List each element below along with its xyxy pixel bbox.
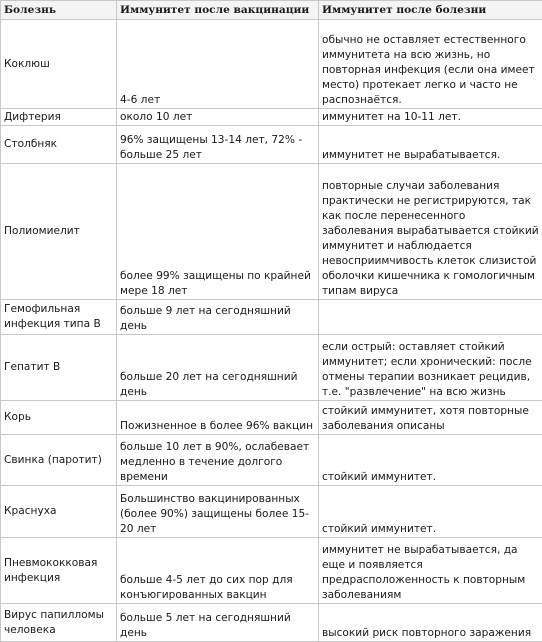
- disease-cell: Корь: [1, 401, 117, 435]
- header-disease: Болезнь: [1, 1, 117, 20]
- illness-cell: стойкий иммунитет.: [319, 486, 542, 538]
- table-row: [1, 401, 542, 435]
- illness-cell: иммунитет не вырабатывается, да еще и появляется предрасположенность к повторным заболеваниям: [319, 538, 542, 604]
- table-row: [1, 435, 542, 486]
- table-row: [1, 109, 542, 126]
- vaccination-cell: больше 9 лет на сегодняшний день: [117, 300, 319, 335]
- header-row: [1, 1, 542, 20]
- disease-cell: Краснуха: [1, 486, 117, 538]
- disease-cell: Полиомиелит: [1, 164, 117, 300]
- disease-cell: Дифтерия: [1, 109, 117, 126]
- vaccination-cell: 4-6 лет: [117, 20, 319, 109]
- disease-cell: Столбняк: [1, 126, 117, 164]
- illness-cell: [319, 300, 542, 335]
- disease-cell: Пневмококковая инфекция: [1, 538, 117, 604]
- illness-cell: стойкий иммунитет.: [319, 435, 542, 486]
- vaccination-cell: около 10 лет: [117, 109, 319, 126]
- disease-cell: Коклюш: [1, 20, 117, 109]
- vaccination-cell: больше 20 лет на сегодняшний день: [117, 335, 319, 401]
- table-row: [1, 164, 542, 300]
- table-row: [1, 538, 542, 604]
- illness-cell: повторные случаи заболевания практически не регистрируются, так как после перенесенного заболевания вырабатывается стойкий иммунитет и наблюдается невосприимчивость клеток слизистой оболочки кишечника к гомологичным типам вируса: [319, 164, 542, 300]
- table-row: [1, 335, 542, 401]
- vaccination-cell: больше 5 лет на сегодняшний день: [117, 604, 319, 642]
- table-row: [1, 300, 542, 335]
- table-row: [1, 486, 542, 538]
- illness-cell: высокий риск повторного заражения: [319, 604, 542, 642]
- illness-cell: иммунитет не вырабатывается.: [319, 126, 542, 164]
- header-illness-immunity: Иммунитет после болезни: [319, 1, 542, 20]
- illness-cell: если острый: оставляет стойкий иммунитет; если хронический: после отмены терапии возникает рецидив, т.е. "развлечение" на всю жизнь: [319, 335, 542, 401]
- disease-cell: Вирус папилломы человека: [1, 604, 117, 642]
- disease-cell: Гемофильная инфекция типа B: [1, 300, 117, 335]
- vaccination-cell: больше 4-5 лет до сих пор для конъюгированных вакцин: [117, 538, 319, 604]
- illness-cell: обычно не оставляет естественного иммунитета на всю жизнь, но повторная инфекция (если она имеет место) протекает легко и часто не распознаётся.: [319, 20, 542, 109]
- table-row: [1, 126, 542, 164]
- table-row: [1, 604, 542, 642]
- disease-cell: Гепатит B: [1, 335, 117, 401]
- vaccination-cell: Большинство вакцинированных (более 90%) защищены более 15-20 лет: [117, 486, 319, 538]
- illness-cell: стойкий иммунитет, хотя повторные заболевания описаны: [319, 401, 542, 435]
- vaccination-cell: 96% защищены 13-14 лет, 72% - больше 25 лет: [117, 126, 319, 164]
- vaccination-cell: больше 10 лет в 90%, ослабевает медленно в течение долгого времени: [117, 435, 319, 486]
- disease-cell: Свинка (паротит): [1, 435, 117, 486]
- vaccination-cell: Пожизненное в более 96% вакцин: [117, 401, 319, 435]
- illness-cell: иммунитет на 10-11 лет.: [319, 109, 542, 126]
- table-row: [1, 20, 542, 109]
- vaccination-cell: более 99% защищены по крайней мере 18 лет: [117, 164, 319, 300]
- header-vaccination-immunity: Иммунитет после вакцинации: [117, 1, 319, 20]
